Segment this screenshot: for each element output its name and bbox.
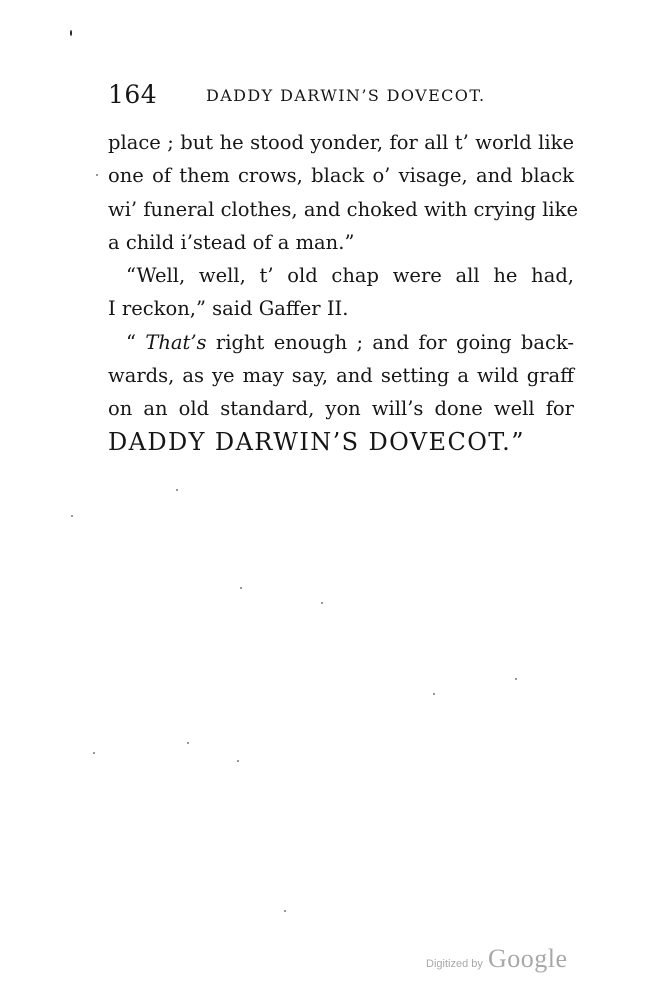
text-line: “Well, well, t’ old chap were all he had, [126,264,574,288]
page-speck [284,910,286,912]
page-speck [96,174,98,176]
page-speck [93,752,95,754]
open-quote: “ [126,330,146,354]
page-speck [187,742,189,744]
digitized-watermark [426,944,568,974]
page-speck [71,515,73,517]
text-line: a child i’stead of a man.” [108,230,355,254]
text-line: wards, as ye may say, and setting a wild graff [108,364,574,388]
google-logo: Google [487,944,568,973]
text-line-rest: right enough ; and for going back- [206,330,575,354]
body-text [108,126,579,459]
text-line: place ; but he stood yonder, for all t’ world like [108,131,574,154]
page-speck [433,693,435,695]
digitized-label: Digitized by [426,958,483,970]
text-line: wi’ funeral clothes, and choked with crying like [108,197,579,221]
italic-word: That’s [145,330,207,354]
text-line [108,326,574,359]
page-speck [321,602,323,604]
page-speck [176,489,178,491]
text-line: I reckon,” said Gaffer II. [108,297,349,321]
page-speck [240,587,242,589]
page-speck [515,678,517,680]
page-header [108,80,578,110]
running-head: DADDY DARWIN’S DOVECOT. [206,86,486,105]
text-line: on an old standard, yon will’s done well for [108,397,574,421]
page-number: 164 [108,80,158,109]
closing-title-line: DADDY DARWIN’S DOVECOT.” [108,427,525,456]
text-line: one of them crows, black o’ visage, and black [108,164,574,188]
page-speck [70,30,72,36]
page-speck [237,760,239,762]
